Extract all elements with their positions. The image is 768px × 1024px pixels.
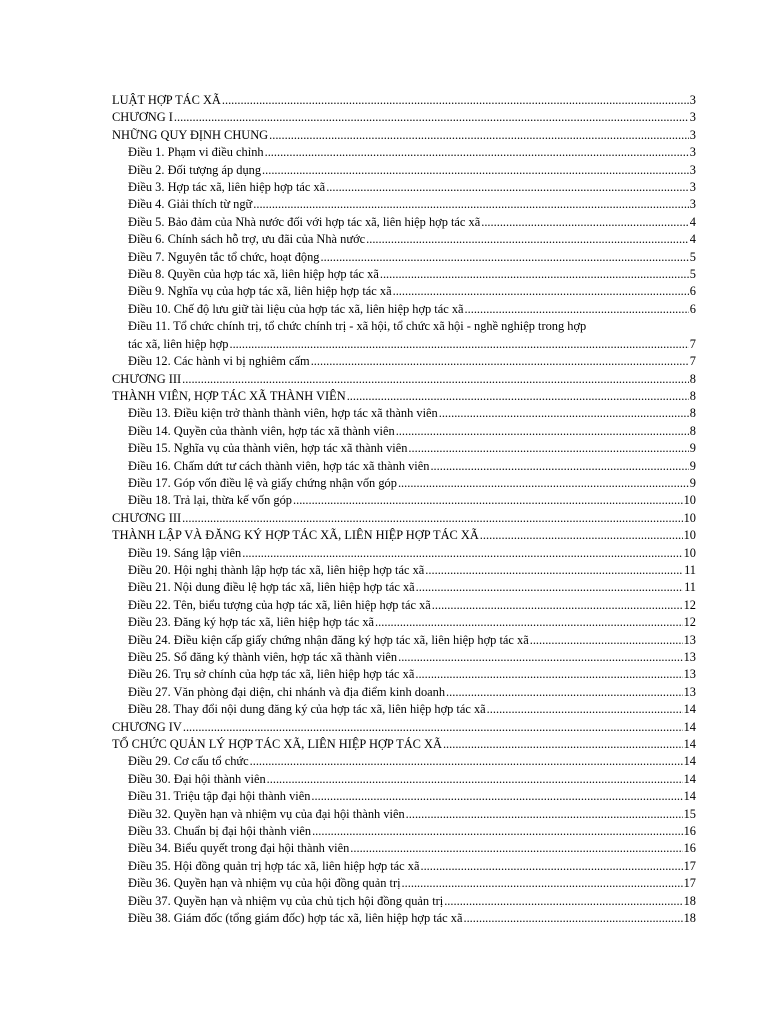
dot-leader [174,109,689,126]
dot-leader [439,405,689,422]
toc-entry[interactable] [112,92,696,109]
dot-leader [182,510,682,527]
toc-entry-title: CHƯƠNG III [112,510,182,525]
dot-leader [293,492,683,509]
toc-entry-title: Điều 8. Quyền của hợp tác xã, liên hiệp hợp tác xã [128,267,379,282]
toc-entry-title: Điều 33. Chuẩn bị đại hội thành viên [128,824,312,839]
toc-entry-title: Điều 4. Giải thích từ ngữ [128,197,253,212]
toc-entry-title: Điều 5. Bảo đảm của Nhà nước đối với hợp tác xã, liên hiệp hợp tác xã [128,214,481,229]
toc-entry[interactable] [112,858,696,875]
dot-leader [393,283,689,300]
toc-entry-title: Điều 10. Chế độ lưu giữ tài liệu của hợp tác xã, liên hiệp hợp tác xã [128,301,464,316]
dot-leader [375,614,683,631]
dot-leader [366,231,689,248]
toc-entry-title: Điều 34. Biểu quyết trong đại hội thành viên [128,841,350,856]
dot-leader [432,597,683,614]
toc-entry[interactable] [112,109,696,126]
toc-entry[interactable] [112,684,696,701]
toc-entry-page-number: 14 [683,719,696,734]
toc-entry[interactable] [112,266,696,283]
toc-entry-title: Điều 27. Văn phòng đại diện, chi nhánh và địa điểm kinh doanh [128,684,446,699]
toc-entry[interactable] [112,283,696,300]
toc-entry-page-number: 16 [683,824,696,839]
dot-leader [481,214,689,231]
toc-entry[interactable] [112,823,696,840]
toc-entry-title: Điều 16. Chấm dứt tư cách thành viên, hợp tác xã thành viên [128,458,430,473]
toc-entry-title: Điều 3. Hợp tác xã, liên hiệp hợp tác xã [128,180,326,195]
dot-leader [242,545,682,562]
toc-entry-page-number: 11 [684,562,696,577]
toc-entry[interactable] [112,214,696,231]
dot-leader [415,666,682,683]
dot-leader [326,179,689,196]
toc-entry-title: Điều 23. Đăng ký hợp tác xã, liên hiệp hợp tác xã [128,615,375,630]
toc-entry-title: Điều 6. Chính sách hỗ trợ, ưu đãi của Nhà nước [128,232,366,247]
toc-entry-title: TỔ CHỨC QUẢN LÝ HỢP TÁC XÃ, LIÊN HIỆP HỢP TÁC XÃ [112,737,442,752]
toc-entry-title: Điều 22. Tên, biểu tượng của hợp tác xã, liên hiệp hợp tác xã [128,597,431,612]
toc-entry-title: Điều 28. Thay đổi nội dung đăng ký của hợp tác xã, liên hiệp hợp tác xã [128,702,486,717]
toc-entry[interactable] [112,545,696,562]
toc-entry-title: Điều 19. Sáng lập viên [128,545,242,560]
toc-entry-title: Điều 18. Trả lại, thừa kế vốn góp [128,493,292,508]
toc-entry-page-number: 3 [689,162,696,177]
toc-entry[interactable] [112,440,696,457]
toc-entry-page-number: 10 [683,528,696,543]
toc-entry-title: Điều 9. Nghĩa vụ của hợp tác xã, liên hiệp hợp tác xã [128,284,392,299]
dot-leader [446,684,683,701]
toc-entry-title: Điều 25. Sổ đăng ký thành viên, hợp tác xã thành viên [128,650,398,664]
dot-leader [311,788,682,805]
toc-entry[interactable] [112,388,696,405]
dot-leader [530,632,683,649]
toc-entry-page-number: 13 [683,667,696,682]
toc-entry-page-number: 14 [683,789,696,804]
toc-entry-page-number: 3 [689,127,696,142]
toc-entry-page-number: 7 [689,336,696,351]
dot-leader [183,719,683,736]
toc-entry[interactable] [112,318,696,353]
toc-entry-page-number: 8 [689,371,696,386]
toc-entry[interactable] [112,840,696,857]
toc-entry[interactable] [112,806,696,823]
dot-leader [222,92,689,109]
toc-entry[interactable] [112,405,696,422]
toc-entry[interactable] [112,736,696,753]
toc-entry[interactable] [112,249,696,266]
toc-entry-page-number: 3 [689,93,696,107]
toc-entry-page-number: 17 [683,858,696,873]
toc-entry-page-number: 9 [689,441,696,456]
toc-entry[interactable] [112,910,696,927]
toc-entry-title: Điều 14. Quyền của thành viên, hợp tác xã thành viên [128,423,395,438]
toc-entry-page-number: 8 [689,406,696,421]
toc-entry-title: Điều 38. Giám đốc (tổng giám đốc) hợp tác xã, liên hiệp hợp tác xã [128,911,463,926]
toc-entry-page-number: 17 [683,876,696,891]
toc-entry[interactable] [112,562,696,579]
toc-entry-title: CHƯƠNG III [112,371,182,386]
dot-leader [420,858,682,875]
toc-entry[interactable] [112,649,696,666]
dot-leader [430,458,688,475]
dot-leader [265,144,689,161]
dot-leader [312,823,683,840]
toc-entry-title: Điều 37. Quyền hạn và nhiệm vụ của chủ tịch hội đồng quản trị [128,893,444,908]
toc-entry[interactable] [112,371,696,388]
dot-leader [398,649,683,666]
toc-entry-page-number: 13 [683,632,696,647]
toc-entry[interactable] [112,127,696,144]
toc-entry[interactable] [112,632,696,649]
toc-entry-title: THÀNH VIÊN, HỢP TÁC XÃ THÀNH VIÊN [112,388,346,403]
toc-entry-page-number: 18 [683,911,696,926]
toc-entry-title: Điều 13. Điều kiện trở thành thành viên, hợp tác xã thành viên [128,406,438,421]
dot-leader [229,336,688,353]
toc-entry[interactable] [112,579,696,596]
toc-entry-page-number: 11 [684,580,696,595]
toc-entry-page-number: 3 [689,110,696,125]
toc-entry-page-number: 5 [689,249,696,264]
toc-entry-page-number: 4 [689,232,696,247]
toc-entry-title: Điều 15. Nghĩa vụ của thành viên, hợp tác xã thành viên [128,441,408,456]
dot-leader [443,736,683,753]
toc-entry[interactable] [112,423,696,440]
toc-entry-page-number: 14 [683,754,696,769]
toc-entry-page-number: 13 [683,684,696,699]
dot-leader [408,440,688,457]
toc-entry-title: LUẬT HỢP TÁC XÃ [112,93,221,107]
table-of-contents [112,92,696,928]
toc-entry-title: NHỮNG QUY ĐỊNH CHUNG [112,127,269,142]
toc-entry-title: Điều 36. Quyền hạn và nhiệm vụ của hội đồng quản trị [128,876,401,891]
toc-entry-page-number: 13 [683,650,696,664]
toc-entry-title: Điều 7. Nguyên tắc tổ chức, hoạt động [128,249,320,264]
toc-entry[interactable] [112,753,696,770]
toc-entry-title-continued: tác xã, liên hiệp hợp [128,336,229,351]
dot-leader [321,249,689,266]
toc-entry-title: THÀNH LẬP VÀ ĐĂNG KÝ HỢP TÁC XÃ, LIÊN HIỆP HỢP TÁC XÃ [112,528,479,543]
toc-entry-title: Điều 17. Góp vốn điều lệ và giấy chứng nhận vốn góp [128,475,397,490]
toc-entry-title: Điều 11. Tổ chức chính trị, tổ chức chính trị - xã hội, tổ chức xã hội - nghề nghiệp trong hợp [128,319,587,334]
toc-entry[interactable] [112,771,696,788]
toc-entry[interactable] [112,788,696,805]
toc-entry[interactable] [112,893,696,910]
dot-leader [444,893,682,910]
toc-entry[interactable] [112,510,696,527]
toc-entry-page-number: 14 [683,737,696,752]
toc-entry-page-number: 9 [689,475,696,490]
toc-entry-page-number: 5 [689,267,696,282]
toc-entry-page-number: 9 [689,458,696,473]
toc-entry[interactable] [112,492,696,509]
toc-entry-title: CHƯƠNG I [112,110,173,125]
toc-entry-title: Điều 12. Các hành vi bị nghiêm cấm [128,354,310,369]
toc-entry[interactable] [112,719,696,736]
toc-entry-page-number: 16 [683,841,696,856]
toc-entry-page-number: 8 [689,388,696,403]
dot-leader [347,388,689,405]
dot-leader [262,162,689,179]
toc-entry-title: Điều 26. Trụ sở chính của hợp tác xã, liên hiệp hợp tác xã [128,667,415,682]
dot-leader [480,527,683,544]
toc-entry[interactable] [112,666,696,683]
dot-leader [402,875,683,892]
toc-entry-page-number: 4 [689,214,696,229]
toc-entry-title: Điều 21. Nội dung điều lệ hợp tác xã, liên hiệp hợp tác xã [128,580,415,595]
toc-entry-page-number: 6 [689,284,696,299]
toc-entry[interactable] [112,231,696,248]
toc-entry-page-number: 7 [689,354,696,369]
dot-leader [182,371,689,388]
toc-entry-title: Điều 32. Quyền hạn và nhiệm vụ của đại hội thành viên [128,806,405,821]
toc-entry[interactable] [112,301,696,318]
toc-entry-title: Điều 1. Phạm vi điều chỉnh [128,145,264,160]
toc-entry-title: Điều 35. Hội đồng quản trị hợp tác xã, liên hiệp hợp tác xã [128,858,420,873]
dot-leader [253,196,689,213]
toc-entry-title: Điều 24. Điều kiện cấp giấy chứng nhận đăng ký hợp tác xã, liên hiệp hợp tác xã [128,632,529,647]
toc-entry[interactable] [112,353,696,370]
toc-entry-page-number: 15 [683,806,696,821]
toc-entry-page-number: 3 [689,145,696,160]
dot-leader [487,701,683,718]
dot-leader [425,562,683,579]
dot-leader [350,840,682,857]
toc-entry[interactable] [112,701,696,718]
toc-entry-title: Điều 30. Đại hội thành viên [128,771,266,786]
toc-entry-page-number: 18 [683,893,696,908]
dot-leader [406,806,683,823]
dot-leader [398,475,689,492]
toc-entry[interactable] [112,527,696,544]
toc-entry-page-number: 14 [683,771,696,786]
toc-entry-page-number: 6 [689,301,696,316]
toc-entry[interactable] [112,597,696,614]
toc-entry-page-number: 12 [683,615,696,630]
toc-entry[interactable] [112,196,696,213]
toc-entry-page-number: 8 [689,423,696,438]
dot-leader [250,753,683,770]
toc-entry-title: Điều 29. Cơ cấu tổ chức [128,754,249,769]
toc-entry[interactable] [112,179,696,196]
dot-leader [465,301,689,318]
dot-leader [311,353,689,370]
toc-entry-page-number: 10 [683,493,696,508]
toc-entry-title: Điều 31. Triệu tập đại hội thành viên [128,789,311,804]
dot-leader [269,127,689,144]
toc-entry[interactable] [112,458,696,475]
toc-entry-title: Điều 20. Hội nghị thành lập hợp tác xã, liên hiệp hợp tác xã [128,562,425,577]
dot-leader [396,423,689,440]
dot-leader [463,910,682,927]
toc-entry-page-number: 3 [689,197,696,212]
toc-entry[interactable] [112,614,696,631]
toc-entry[interactable] [112,875,696,892]
toc-entry[interactable] [112,162,696,179]
toc-entry[interactable] [112,475,696,492]
toc-entry-page-number: 3 [689,180,696,195]
toc-entry-page-number: 14 [683,702,696,717]
toc-entry-title: Điều 2. Đối tượng áp dụng [128,162,262,177]
dot-leader [380,266,689,283]
toc-entry[interactable] [112,144,696,161]
toc-entry-title: CHƯƠNG IV [112,719,182,734]
toc-entry-page-number: 10 [683,545,696,560]
toc-entry-page-number: 10 [683,510,696,525]
dot-leader [267,771,683,788]
toc-entry-page-number: 12 [683,597,696,612]
dot-leader [416,579,683,596]
